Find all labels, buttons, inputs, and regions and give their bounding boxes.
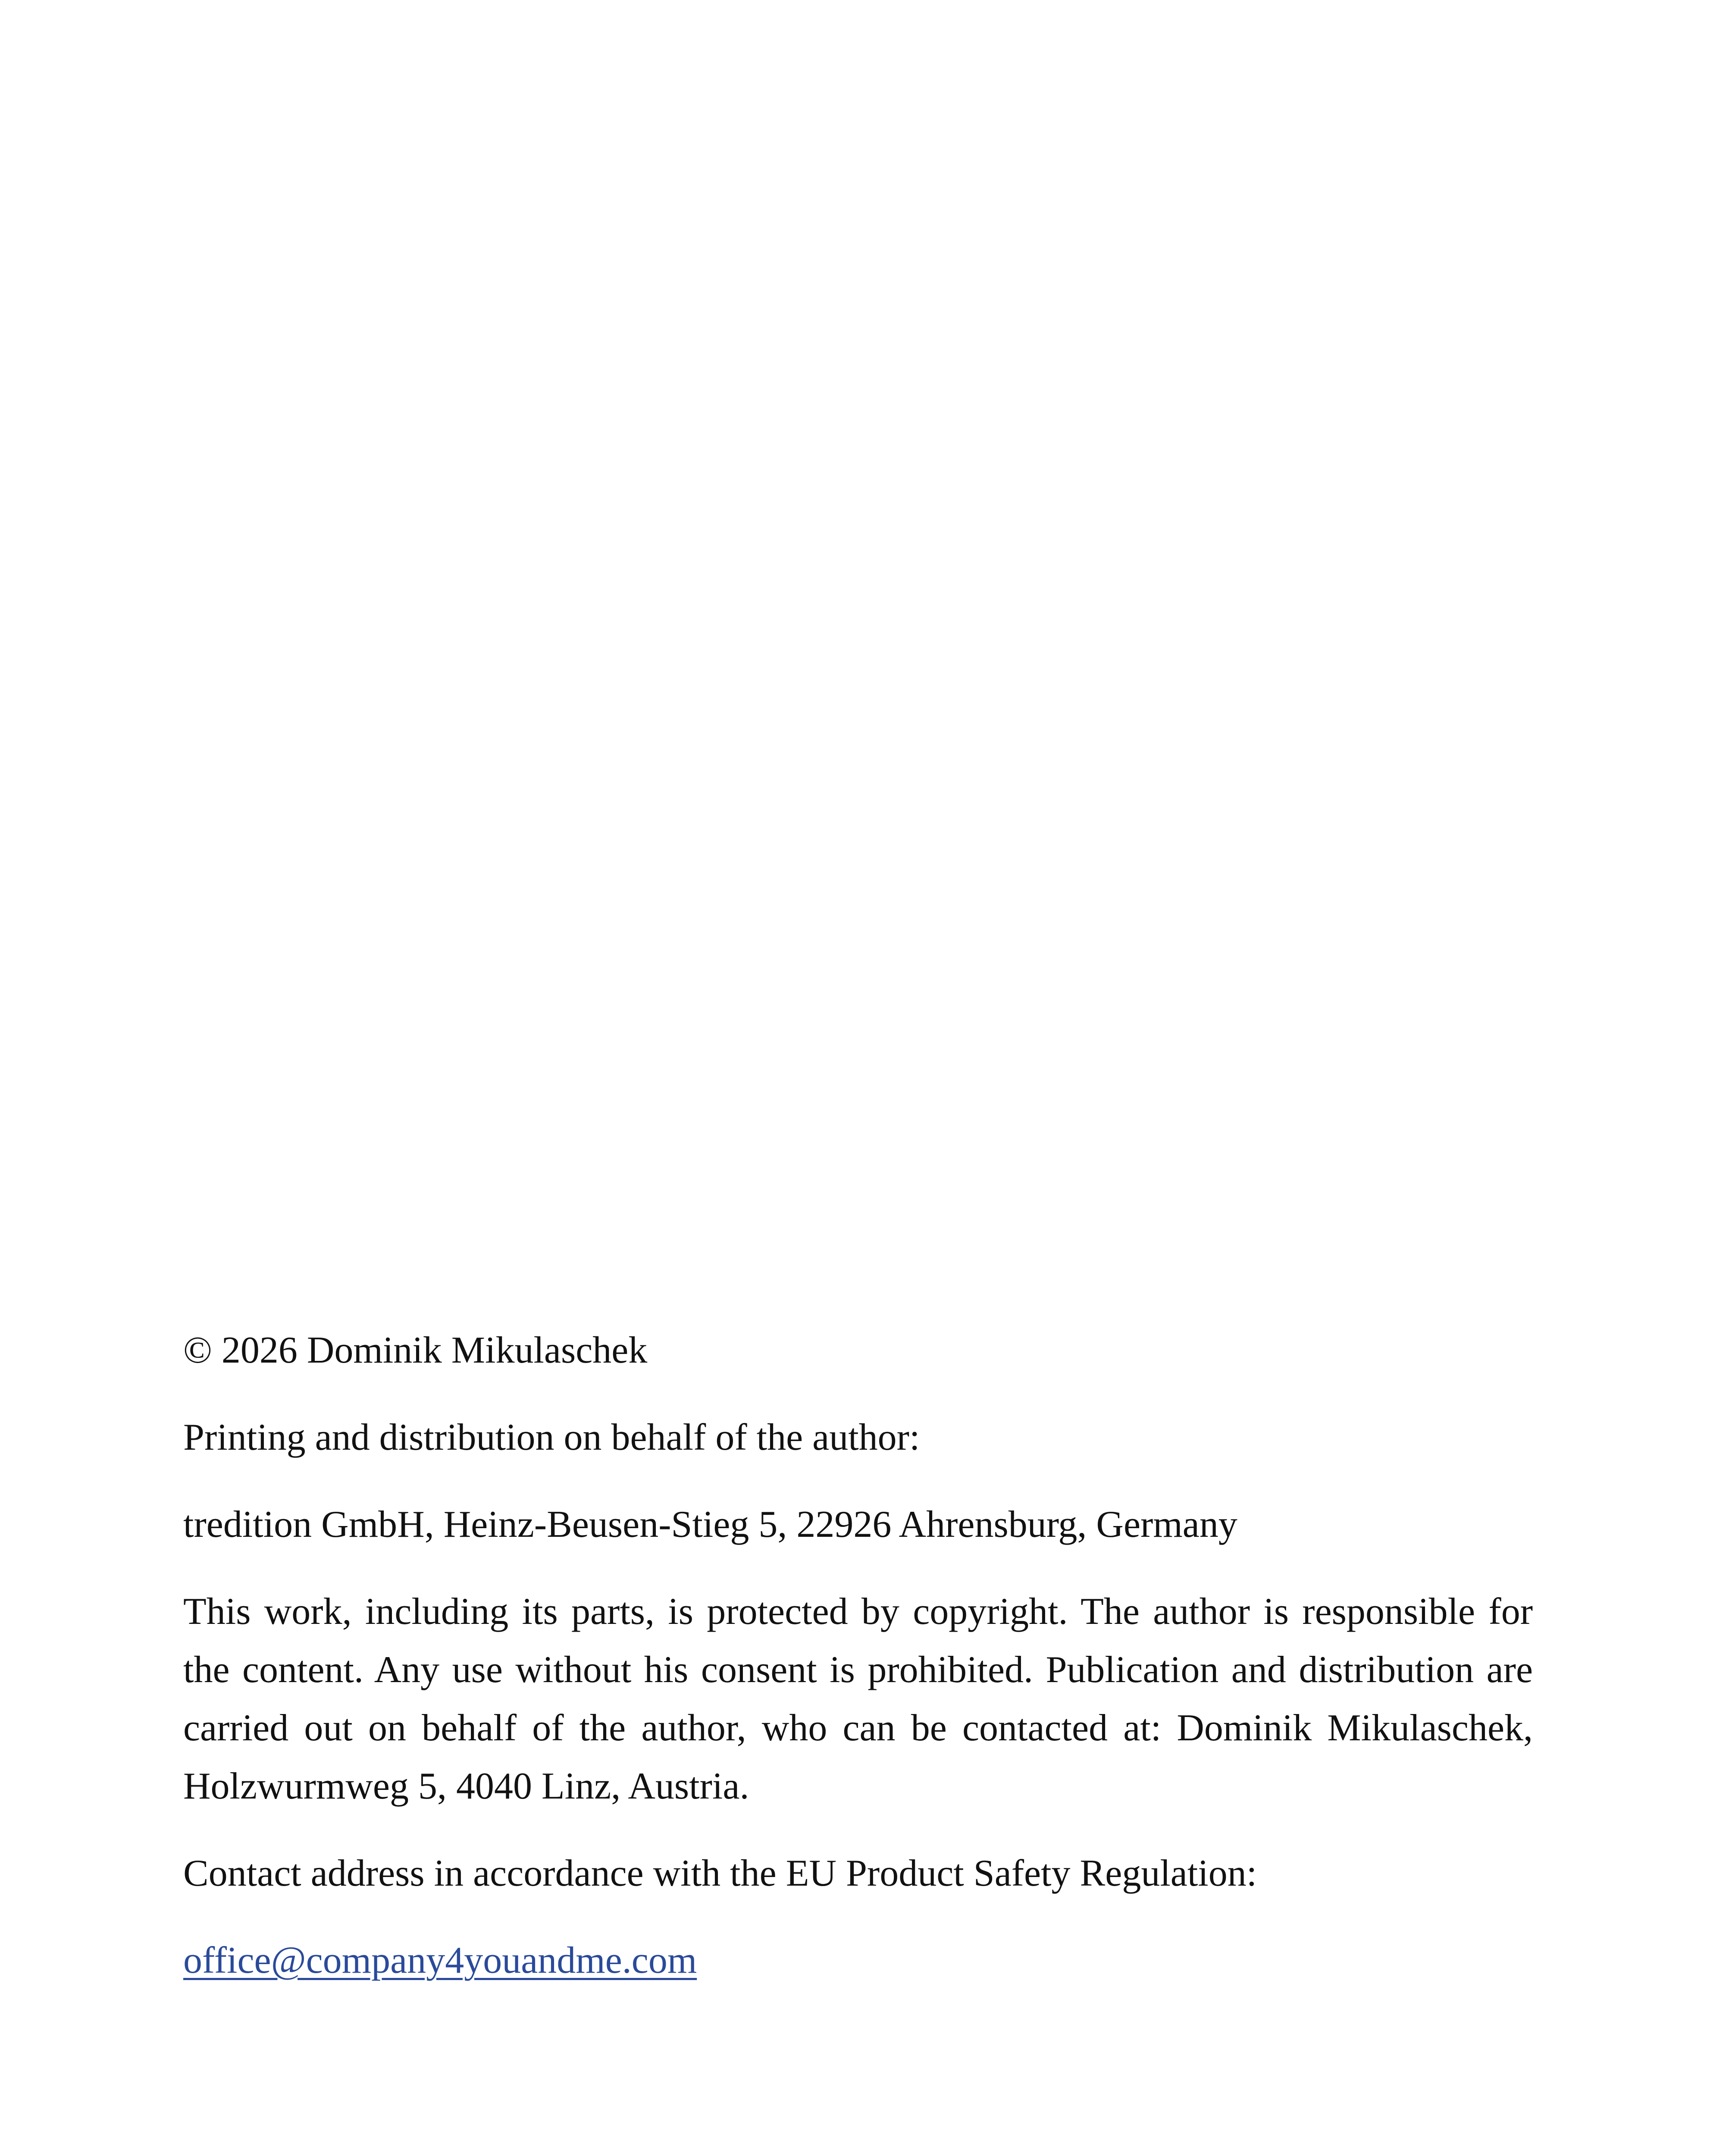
contact-email-line bbox=[183, 1931, 1533, 1990]
rights-paragraph: This work, including its parts, is protected by copyright. The author is responsible for the content. Any use without his consent is prohibited. Publication and distribution are carried out on behalf of the author, who can be contacted at: Dominik Mikulaschek, Holzwurmweg 5, 4040 Linz, Austria. bbox=[183, 1591, 1533, 1807]
contact-email-link[interactable]: office@company4youandme.com bbox=[183, 1940, 697, 1981]
copyright-notice: © 2026 Dominik Mikulaschek bbox=[183, 1329, 648, 1371]
imprint-block bbox=[183, 1321, 1533, 2018]
publisher-address: tredition GmbH, Heinz-Beusen-Stieg 5, 22926 Ahrensburg, Germany bbox=[183, 1504, 1237, 1545]
printing-statement: Printing and distribution on behalf of the author: bbox=[183, 1416, 920, 1458]
contact-label: Contact address in accordance with the EU Product Safety Regulation: bbox=[183, 1852, 1257, 1894]
